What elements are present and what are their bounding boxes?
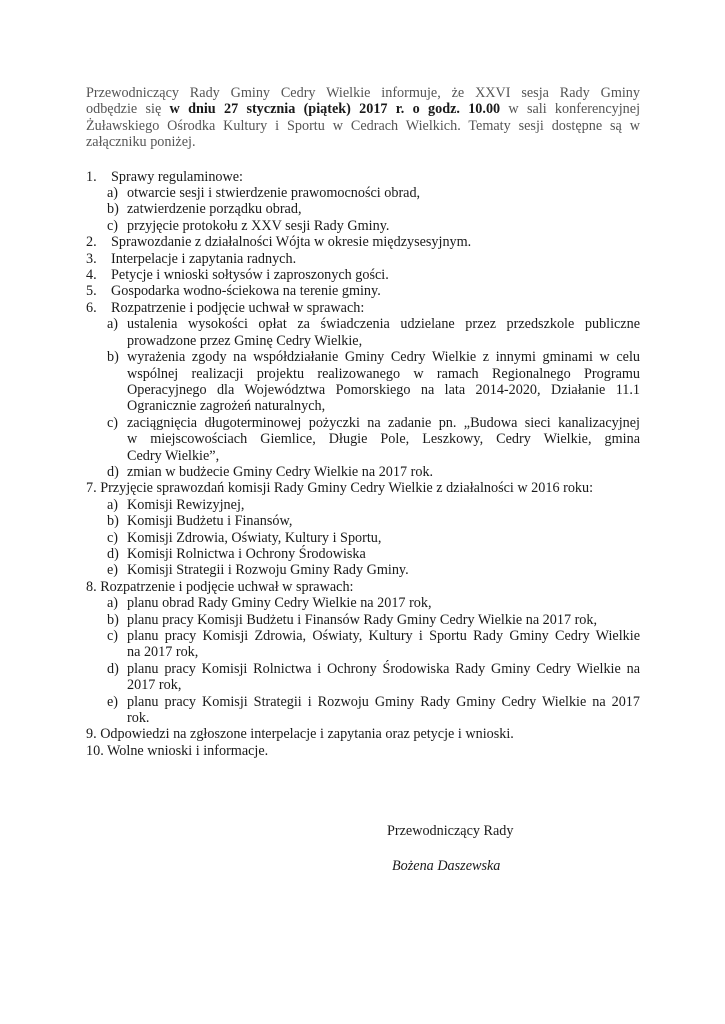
agenda-item [86, 480, 640, 578]
sub-letter: d) [107, 545, 119, 562]
sub-letter: a) [107, 496, 119, 513]
sub-letter: e) [107, 562, 119, 579]
agenda-item [86, 169, 640, 235]
sub-item [86, 201, 640, 217]
sub-letter: c) [107, 414, 119, 431]
sub-text: zaciągnięcia długoterminowej pożyczki na zadanie pn. „Budowa sieci kanalizacyjnej [127, 414, 640, 431]
signature-name: Bożena Daszewska [392, 858, 501, 874]
sub-text: na 2017 rok, [127, 644, 199, 661]
intro-text: w sali konferencyjnej [500, 101, 641, 118]
item-text: 7. Przyjęcie sprawozdań komisji Rady Gminy Cedry Wielkie z działalności w 2016 roku: [86, 480, 594, 497]
item-number: 2. [86, 234, 97, 251]
item-text: Petycje i wnioski sołtysów i zaproszonych gości. [111, 267, 389, 284]
sub-text: Komisji Strategii i Rozwoju Gminy Rady Gminy. [127, 562, 409, 579]
sub-text: ustalenia wysokości opłat za świadczenia udzielane przez przedszkole publiczne [127, 316, 640, 333]
item-number: 6. [86, 299, 97, 316]
sub-text: prowadzone przez Gminę Cedry Wielkie, [127, 332, 363, 349]
agenda-list [86, 169, 640, 760]
agenda-item [86, 283, 640, 299]
agenda-item: 9. Odpowiedzi na zgłoszone interpelacje i zapytania oraz petycje i wnioski. [86, 726, 514, 743]
sub-text: planu pracy Komisji Budżetu i Finansów Rady Gminy Cedry Wielkie na 2017 rok, [127, 611, 598, 628]
session-date: w dniu 27 stycznia (piątek) 2017 r. o godz. 10.00 [169, 101, 501, 118]
sub-text: Ogranicznie zagrożeń naturalnych, [127, 398, 326, 415]
agenda-item [86, 234, 640, 250]
sub-text: Operacyjnego dla Województwa Pomorskiego na lata 2014-2020, Działanie 11.1 [127, 381, 640, 398]
intro-line: Żuławskiego Ośrodka Kultury i Sportu w Cedrach Wielkich. Tematy sesji dostępne są w [86, 117, 640, 134]
sub-letter: c) [107, 529, 119, 546]
item-text: 8. Rozpatrzenie i podjęcie uchwał w sprawach: [86, 578, 354, 595]
sub-text: Cedry Wielkie”, [127, 447, 220, 464]
sub-text: Komisji Budżetu i Finansów, [127, 513, 293, 530]
sub-item [86, 349, 640, 415]
intro-line: załączniku poniżej. [86, 134, 196, 151]
item-number: 3. [86, 250, 97, 267]
sub-letter: a) [107, 595, 119, 612]
item-number: 5. [86, 283, 97, 300]
item-text: Gospodarka wodno-ściekowa na terenie gminy. [111, 283, 381, 300]
sub-text: planu pracy Komisji Zdrowia, Oświaty, Kultury i Sportu Rady Gminy Cedry Wielkie [127, 628, 640, 644]
sub-letter: b) [107, 513, 119, 530]
item-text: Sprawy regulaminowe: [111, 168, 243, 185]
sub-item [86, 562, 640, 578]
sub-text: rok. [127, 710, 150, 727]
sub-letter: c) [107, 628, 119, 644]
sub-item [86, 464, 640, 480]
sub-item [86, 595, 640, 611]
signature-title: Przewodniczący Rady [387, 823, 514, 839]
sub-letter: b) [107, 201, 119, 218]
sub-text: zmian w budżecie Gminy Cedry Wielkie na 2017 rok. [127, 463, 434, 480]
sub-item [86, 316, 640, 349]
sub-item [86, 497, 640, 513]
item-text: Interpelacje i zapytania radnych. [111, 250, 297, 267]
agenda-item: 10. Wolne wnioski i informacje. [86, 742, 269, 759]
intro-line: Przewodniczący Rady Gminy Cedry Wielkie informuje, że XXVI sesja Rady Gminy [86, 85, 640, 101]
sub-letter: d) [107, 660, 119, 677]
sub-text: wspólnej realizacji projektu realizowanego w ramach Regionalnego Programu [127, 365, 640, 382]
sub-letter: e) [107, 693, 119, 710]
sub-text: planu pracy Komisji Strategii i Rozwoju Gminy Rady Gminy Cedry Wielkie na 2017 [127, 693, 640, 710]
agenda-item [86, 251, 640, 267]
sub-letter: c) [107, 217, 119, 234]
agenda-item [86, 300, 640, 480]
sub-item [86, 530, 640, 546]
sub-text: Komisji Rolnictwa i Ochrony Środowiska [127, 545, 366, 562]
sub-text: zatwierdzenie porządku obrad, [127, 201, 302, 218]
agenda-item [86, 267, 640, 283]
sub-item [86, 612, 640, 628]
sub-item [86, 218, 640, 234]
sub-letter: d) [107, 463, 119, 480]
item-number: 1. [86, 168, 97, 185]
sub-item [86, 546, 640, 562]
sub-text: planu pracy Komisji Rolnictwa i Ochrony Środowiska Rady Gminy Cedry Wielkie na [127, 660, 640, 677]
sub-text: w miejscowościach Giemlice, Długie Pole, Leszkowy, Cedry Wielkie, gmina [127, 431, 640, 448]
sub-letter: a) [107, 185, 119, 202]
sub-text: przyjęcie protokołu z XXV sesji Rady Gminy. [127, 217, 390, 234]
intro-line [86, 101, 640, 117]
sub-item [86, 185, 640, 201]
sub-letter: a) [107, 316, 119, 333]
item-text: Sprawozdanie z działalności Wójta w okresie międzysesyjnym. [111, 234, 472, 251]
sub-item [86, 415, 640, 464]
sub-text: Komisji Zdrowia, Oświaty, Kultury i Sportu, [127, 529, 382, 546]
sub-item [86, 513, 640, 529]
sub-text: planu obrad Rady Gminy Cedry Wielkie na 2017 rok, [127, 595, 432, 612]
sub-text: wyrażenia zgody na współdziałanie Gminy Cedry Wielkie z innymi gminami w celu [127, 349, 640, 366]
sub-letter: b) [107, 611, 119, 628]
sub-text: Komisji Rewizyjnej, [127, 496, 245, 513]
sub-text: otwarcie sesji i stwierdzenie prawomocności obrad, [127, 185, 421, 202]
item-text: Rozpatrzenie i podjęcie uchwał w sprawach: [111, 299, 365, 316]
item-number: 4. [86, 267, 97, 284]
sub-letter: b) [107, 349, 119, 366]
sub-text: 2017 rok, [127, 677, 182, 694]
document-body [86, 85, 640, 759]
sub-item [86, 694, 640, 727]
sub-item [86, 661, 640, 694]
intro-text: odbędzie się [86, 101, 170, 118]
intro-paragraph [86, 85, 640, 151]
agenda-item [86, 579, 640, 727]
sub-item [86, 628, 640, 661]
